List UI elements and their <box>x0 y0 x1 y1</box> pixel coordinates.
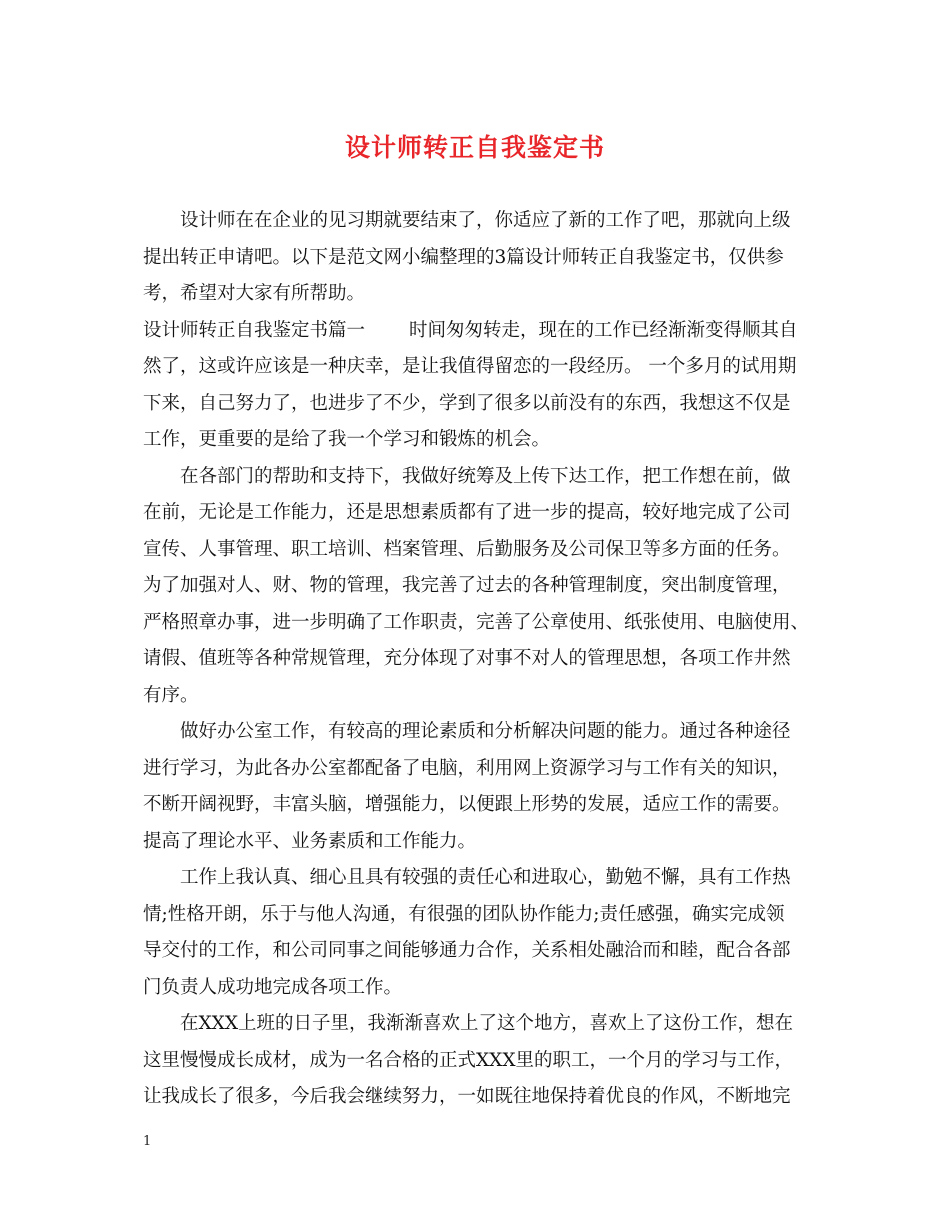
paragraph-line: 严格照章办事，进一步明确了工作职责，完善了公章使用、纸张使用、电脑使用、 <box>143 611 810 633</box>
paragraph-line: 在各部门的帮助和支持下，我做好统筹及上传下达工作，把工作想在前，做 <box>180 465 791 487</box>
paragraph-line: 让我成长了很多，今后我会继续努力，一如既往地保持着优良的作风，不断地完 <box>143 1086 791 1107</box>
paragraph-line: 在XXX上班的日子里，我渐渐喜欢上了这个地方，喜欢上了这份工作，想在 <box>180 1013 794 1034</box>
paragraph-line: 这里慢慢成长成材，成为一名合格的正式XXX里的职工，一个月的学习与工作， <box>143 1049 794 1071</box>
page-number: 1 <box>143 1134 152 1149</box>
paragraph-line: 工作上我认真、细心且具有较强的责任心和进取心，勤勉不懈，具有工作热 <box>180 867 791 888</box>
paragraph-line: 设计师在在企业的见习期就要结束了，你适应了新的工作了吧，那就向上级 <box>180 210 791 231</box>
paragraph-line: 工作，更重要的是给了我一个学习和锻炼的机会。 <box>143 429 551 450</box>
paragraph-line: 宣传、人事管理、职工培训、档案管理、后勤服务及公司保卫等多方面的任务。 <box>143 538 791 560</box>
paragraph-line: 进行学习，为此各办公室都配备了电脑，利用网上资源学习与工作有关的知识， <box>143 757 791 779</box>
paragraph-line: 请假、值班等各种常规管理，充分体现了对事不对人的管理思想，各项工作井然 <box>143 648 791 669</box>
section-heading: 设计师转正自我鉴定书篇一 <box>143 319 366 341</box>
document-title: 设计师转正自我鉴定书 <box>344 133 605 162</box>
paragraph-line: 下来，自己努力了，也进步了不少，学到了很多以前没有的东西，我想这不仅是 <box>143 392 791 414</box>
paragraph-line: 有序。 <box>143 684 199 706</box>
document-body <box>143 203 823 1116</box>
paragraph-line: 做好办公室工作，有较高的理论素质和分析解决问题的能力。通过各种途径 <box>180 721 791 742</box>
paragraph-line: 导交付的工作，和公司同事之间能够通力合作，关系相处融洽而和睦，配合各部 <box>143 940 791 961</box>
paragraph-line: 考，希望对大家有所帮助。 <box>143 283 366 304</box>
paragraph-line: 为了加强对人、财、物的管理，我完善了过去的各种管理制度，突出制度管理， <box>143 575 791 596</box>
paragraph-line: 提出转正申请吧。以下是范文网小编整理的3篇设计师转正自我鉴定书，仅供参 <box>143 246 784 268</box>
paragraph-line: 不断开阔视野，丰富头脑，增强能力，以便跟上形势的发展，适应工作的需要。 <box>143 794 791 815</box>
paragraph-line-with-heading <box>143 313 823 350</box>
paragraph-line: 提高了理论水平、业务素质和工作能力。 <box>143 830 477 852</box>
paragraph-line: 在前，无论是工作能力，还是思想素质都有了进一步的提高，较好地完成了公司 <box>143 502 791 523</box>
paragraph-line: 情;性格开朗，乐于与他人沟通，有很强的团队协作能力;责任感强，确实完成领 <box>143 903 785 925</box>
paragraph-line: 然了，这或许应该是一种庆幸，是让我值得留恋的一段经历。 一个多月的试用期 <box>143 356 797 377</box>
paragraph-line: 门负责人成功地完成各项工作。 <box>143 976 403 998</box>
paragraph-text: 时间匆匆转走，现在的工作已经渐渐变得顺其自 <box>409 319 798 341</box>
